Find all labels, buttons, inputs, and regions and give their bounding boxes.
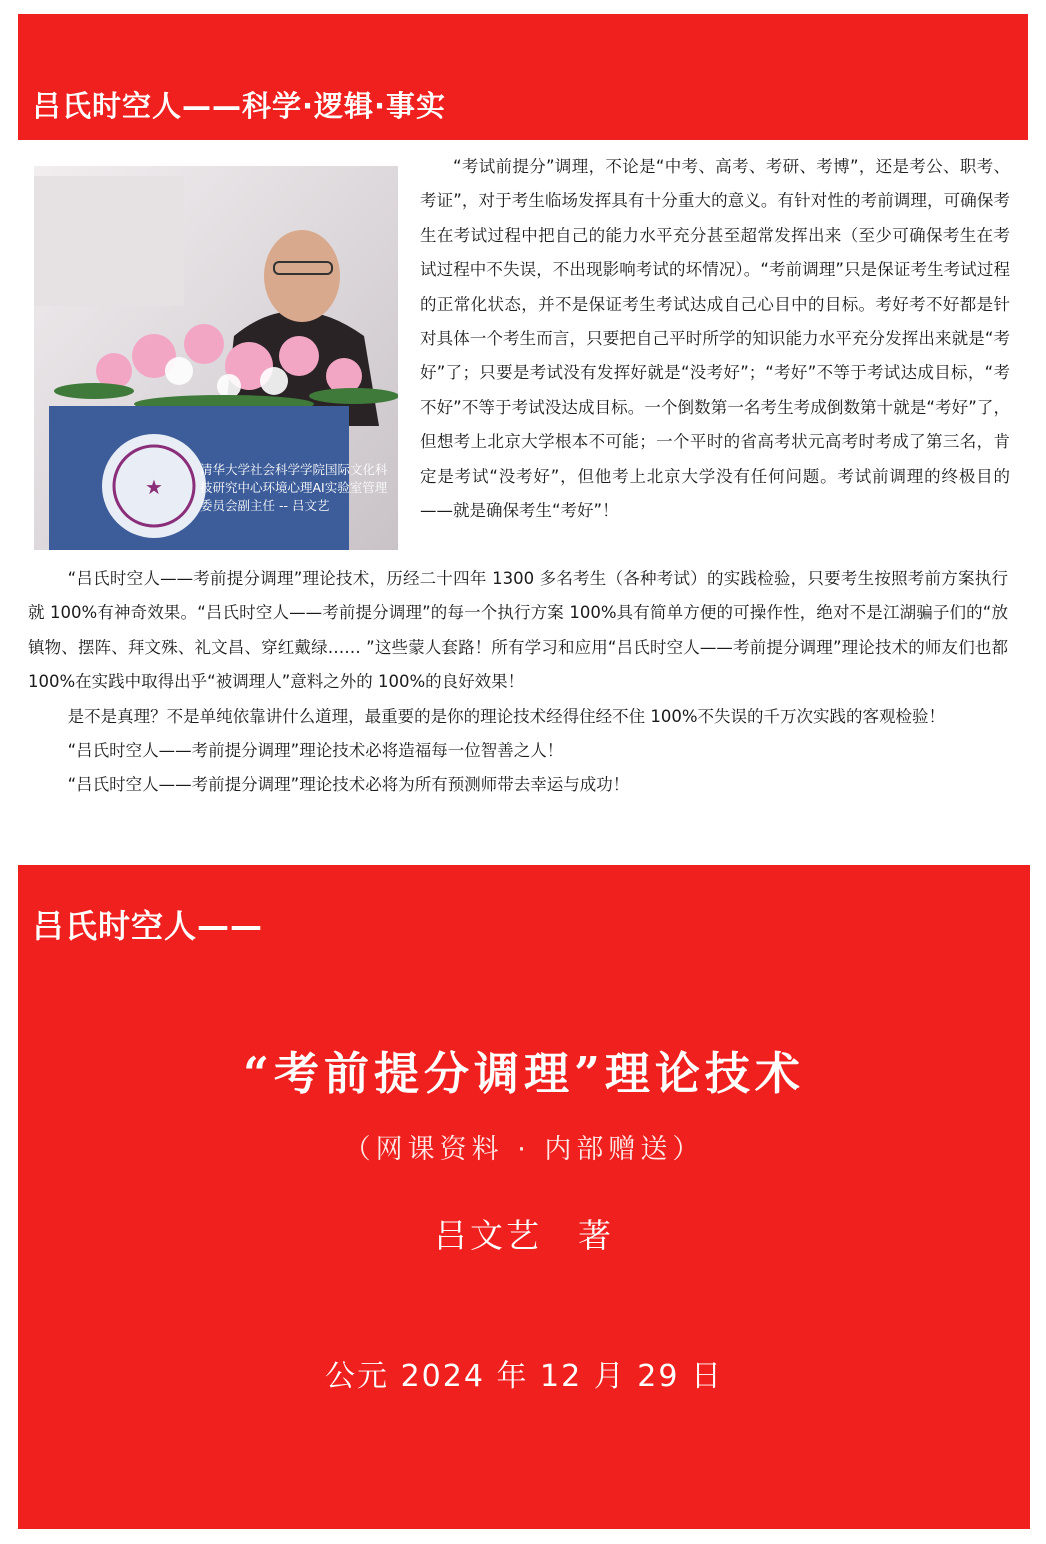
banner-title: 吕氏时空人——科学·逻辑·事实 [32, 89, 447, 123]
body-paragraph: “吕氏时空人——考前提分调理”理论技术必将为所有预测师带去幸运与成功！ [67, 775, 630, 795]
body-text [28, 562, 1008, 803]
publish-date: 公元 2024 年 12 月 29 日 [325, 1359, 723, 1394]
speaker-photo [34, 166, 398, 550]
book-author: 吕文艺 著 [434, 1216, 614, 1255]
body-paragraph: “吕氏时空人——考前提分调理”理论技术，历经二十四年 1300 多名考生（各种考试）的实践检验，只要考生按照考前方案执行就 100%有神奇效果。“吕氏时空人——考前提分调理”的每一个执行方案 100%具有简单方便的可操作性，绝对不是江湖骗子们的“放镇物、摆阵、拜文殊、礼文昌、穿红戴绿…… ”这些蒙人套路！所有学习和应用“吕氏时空人——考前提分调理”理论技术的师友们也都 100%在实践中取得出乎“被调理人”意料之外的 100%的良好效果！ [28, 569, 1008, 692]
photo-caption: 清华大学社会科学学院国际文化科技研究中心环境心理AI实验室管理委员会副主任 -- 吕文艺 [200, 462, 388, 513]
svg-text:★: ★ [145, 475, 163, 499]
series-title: 吕氏时空人—— [32, 907, 264, 945]
body-paragraph: 是不是真理？不是单纯依靠讲什么道理，最重要的是你的理论技术经得住经不住 100%不失误的千万次实践的客观检验！ [67, 706, 946, 726]
book-title: “考前提分调理”理论技术 [243, 1047, 805, 1100]
top-banner [18, 14, 1028, 140]
body-paragraph: “吕氏时空人——考前提分调理”理论技术必将造福每一位智善之人！ [67, 741, 564, 761]
book-subtitle: （网课资料 · 内部赠送） [343, 1134, 705, 1165]
bottom-banner [18, 865, 1030, 1529]
intro-paragraph: “考试前提分”调理，不论是“中考、高考、考研、考博”，还是考公、职考、考证”，对于考生临场发挥具有十分重大的意义。有针对性的考前调理，可确保考生在考试过程中把自己的能力水平充分甚至超常发挥出来（至少可确保考生在考试过程中不失误，不出现影响考试的坏情况）。“考前调理”只是保证考生考试过程的正常化状态，并不是保证考生考试达成自己心目中的目标。考好考不好都是针对具体一个考生而言，只要把自己平时所学的知识能力水平充分发挥出来就是“考好”了；只要是考试没有发挥好就是“没考好”；“考好”不等于考试达成目标，“考不好”不等于考试没达成目标。一个倒数第一名考生考成倒数第十就是“考好”了，但想考上北京大学根本不可能；一个平时的省高考状元高考时考成了第三名，肯定是考试“没考好”，但他考上北京大学没有任何问题。考试前调理的终极目的——就是确保考生“考好”！ [420, 157, 1010, 521]
